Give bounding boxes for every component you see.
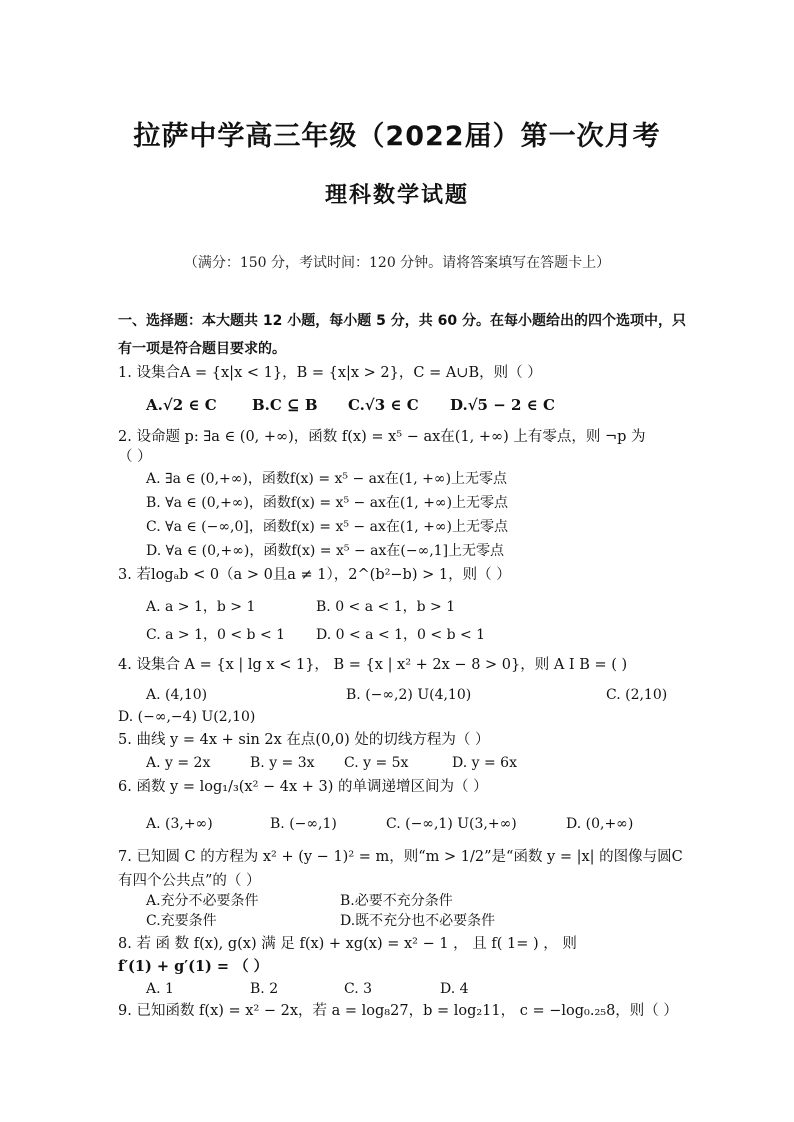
question-8-option-a: A. 1 — [146, 981, 174, 997]
question-1-option-a: A.√2 ∈ C — [146, 396, 217, 414]
question-6-stem: 6. 函数 y = log₁/₃(x² − 4x + 3) 的单调递增区间为（ ） — [118, 779, 488, 795]
question-2-option-c: C. ∀a ∈ (−∞,0]，函数f(x) = x⁵ − ax在(1, +∞)上无零点 — [146, 519, 508, 535]
question-3-option-c: C. a > 1，0 < b < 1 — [146, 627, 286, 643]
question-4-option-b: B. (−∞,2) U(4,10) — [346, 687, 472, 703]
question-7-stem-cont: 有四个公共点”的（ ） — [118, 873, 261, 889]
question-8-option-c: C. 3 — [344, 981, 373, 997]
question-1-option-b: B.C ⊆ B — [252, 396, 318, 414]
question-6-option-b: B. (−∞,1) — [270, 816, 337, 832]
question-6-option-d: D. (0,+∞) — [566, 816, 634, 832]
question-7-option-c: C.充要条件 — [146, 913, 217, 929]
question-2-option-b: B. ∀a ∈ (0,+∞)，函数f(x) = x⁵ − ax在(1, +∞)上无零点 — [146, 495, 509, 511]
question-2-option-a: A. ∃a ∈ (0,+∞)，函数f(x) = x⁵ − ax在(1, +∞)上无零点 — [146, 471, 508, 487]
question-4-stem: 4. 设集合 A = {x | lg x < 1}， B = {x | x² + 2x − 8 > 0}，则 A I B = ( ) — [118, 657, 628, 673]
question-9-stem: 9. 已知函数 f(x) = x² − 2x，若 a = log₈27，b = log₂11， c = −log₀.₂₅8，则（ ） — [118, 1003, 678, 1019]
question-4-option-a: A. (4,10) — [146, 687, 208, 703]
question-7-option-d: D.既不充分也不必要条件 — [340, 913, 496, 929]
question-5-stem: 5. 曲线 y = 4x + sin 2x 在点(0,0) 处的切线方程为（ ） — [118, 732, 490, 748]
exam-subtitle: 理科数学试题 — [324, 183, 469, 208]
question-1-stem: 1. 设集合A = {x|x < 1}，B = {x|x > 2}，C = A∪B，则（ ） — [118, 365, 542, 381]
question-2-stem-cont: （ ） — [118, 449, 152, 465]
question-1-option-c: C.√3 ∈ C — [348, 396, 419, 414]
section-heading-line2: 有一项是符合题目要求的。 — [118, 341, 286, 357]
question-3-option-a: A. a > 1，b > 1 — [146, 599, 256, 615]
question-8-stem: 8. 若 函 数 f(x), g(x) 满 足 f(x) + xg(x) = x² − 1 ， 且 f( 1= ) ， 则 — [118, 936, 577, 952]
exam-note: （满分：150 分，考试时间：120 分钟。请将答案填写在答题卡上） — [183, 255, 611, 271]
question-8-stem-cont: f′(1) + g′(1) = （ ） — [118, 958, 269, 975]
question-1-option-d: D.√5 − 2 ∈ C — [450, 396, 555, 414]
question-7-option-a: A.充分不必要条件 — [146, 893, 259, 909]
question-3-option-d: D. 0 < a < 1，0 < b < 1 — [316, 627, 486, 643]
question-5-option-a: A. y = 2x — [146, 755, 211, 771]
question-5-option-d: D. y = 6x — [452, 755, 517, 771]
question-2-option-d: D. ∀a ∈ (0,+∞)，函数f(x) = x⁵ − ax在(−∞,1]上无零点 — [146, 543, 505, 559]
question-4-option-d: D. (−∞,−4) U(2,10) — [118, 709, 256, 725]
exam-title: 拉萨中学高三年级（2022届）第一次月考 — [133, 121, 661, 152]
question-5-option-b: B. y = 3x — [250, 755, 315, 771]
question-8-option-d: D. 4 — [440, 981, 469, 997]
question-6-option-c: C. (−∞,1) U(3,+∞) — [386, 816, 517, 832]
question-7-stem: 7. 已知圆 C 的方程为 x² + (y − 1)² = m，则“m > 1/2”是“函数 y = |x| 的图像与圆C — [118, 849, 683, 865]
question-3-stem: 3. 若logₐb < 0（a > 0且a ≠ 1），2^(b²−b) > 1，则（ ） — [118, 567, 511, 583]
question-8-option-b: B. 2 — [250, 981, 279, 997]
question-2-stem: 2. 设命题 p: ∃a ∈ (0, +∞)，函数 f(x) = x⁵ − ax在(1, +∞) 上有零点，则 ¬p 为 — [118, 429, 646, 445]
question-3-option-b: B. 0 < a < 1，b > 1 — [316, 599, 456, 615]
question-7-option-b: B.必要不充分条件 — [340, 893, 453, 909]
question-5-option-c: C. y = 5x — [344, 755, 409, 771]
question-4-option-c: C. (2,10) — [606, 687, 668, 703]
section-heading-line1: 一、选择题：本大题共 12 小题，每小题 5 分，共 60 分。在每小题给出的四个选项中，只 — [118, 313, 686, 329]
question-6-option-a: A. (3,+∞) — [146, 816, 213, 832]
